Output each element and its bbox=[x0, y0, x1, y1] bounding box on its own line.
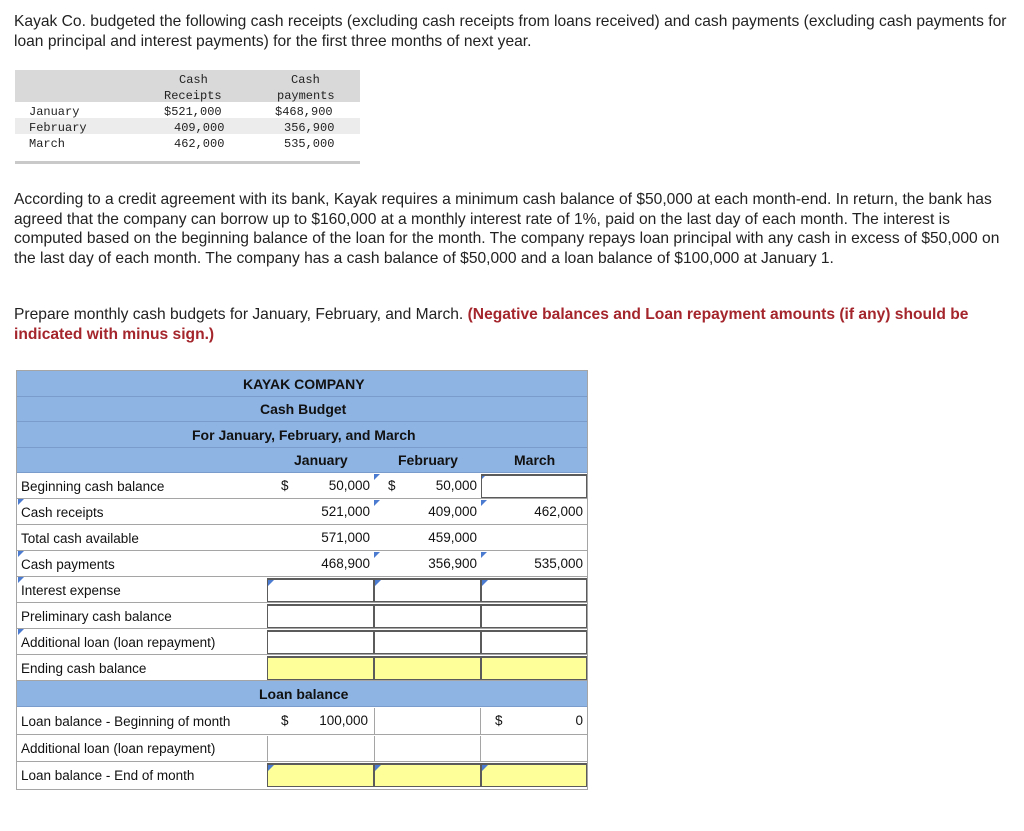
preliminary-february-input[interactable] bbox=[374, 604, 481, 628]
beginning-cash-january: 50,000 bbox=[328, 478, 370, 493]
ending-cash-february-input[interactable] bbox=[374, 656, 481, 680]
currency-symbol: $ bbox=[495, 713, 503, 728]
loan-beginning-january-cell bbox=[267, 708, 374, 734]
row-additional-loan bbox=[17, 629, 587, 655]
total-february-cell bbox=[374, 526, 481, 550]
row-label: Beginning cash balance bbox=[21, 479, 165, 494]
loan-beginning-march: 0 bbox=[575, 713, 583, 728]
budget-title: Cash Budget bbox=[260, 401, 347, 417]
payments-march-cell bbox=[481, 552, 587, 576]
loan-additional-march-cell bbox=[481, 736, 587, 761]
row-label: Preliminary cash balance bbox=[21, 609, 172, 624]
row-label: Additional loan (loan repayment) bbox=[21, 741, 216, 756]
payments-february: 356,900 bbox=[428, 556, 477, 571]
company-name-row bbox=[17, 371, 587, 397]
receipts-february: 409,000 bbox=[428, 504, 477, 519]
row-total-cash-available bbox=[17, 525, 587, 551]
total-january-cell bbox=[267, 526, 374, 550]
beginning-cash-february-cell bbox=[374, 474, 481, 498]
given-bottom-rule bbox=[15, 161, 360, 164]
receipts-march-cell bbox=[481, 500, 587, 524]
payments-january-cell bbox=[267, 552, 374, 576]
row-cash-receipts bbox=[17, 499, 587, 525]
interest-february-input[interactable] bbox=[374, 578, 481, 602]
given-receipts-january: $521,000 bbox=[164, 105, 222, 119]
loan-additional-january-cell bbox=[267, 736, 374, 761]
given-payments-january: $468,900 bbox=[275, 105, 333, 119]
additional-loan-march-input[interactable] bbox=[481, 630, 587, 654]
row-label: Interest expense bbox=[21, 583, 121, 598]
total-march-cell bbox=[481, 526, 587, 550]
budget-title-row bbox=[17, 397, 587, 422]
loan-additional-february-cell bbox=[374, 736, 481, 761]
loan-ending-march-input[interactable] bbox=[481, 763, 587, 787]
total-january: 571,000 bbox=[321, 530, 370, 545]
currency-symbol: $ bbox=[281, 713, 289, 728]
ending-cash-march-input[interactable] bbox=[481, 656, 587, 680]
row-loan-beginning bbox=[17, 707, 587, 735]
row-label: Additional loan (loan repayment) bbox=[21, 635, 216, 650]
instructions-emphasis: (Negative balances and Loan repayment amounts (if any) should be indicated with minus sign.) bbox=[14, 306, 969, 343]
payments-march: 535,000 bbox=[534, 556, 583, 571]
receipts-february-cell bbox=[374, 500, 481, 524]
instructions bbox=[14, 305, 1014, 344]
row-label: Cash payments bbox=[21, 557, 115, 572]
interest-january-input[interactable] bbox=[267, 578, 374, 602]
row-beginning-cash bbox=[17, 473, 587, 499]
given-month-march: March bbox=[29, 137, 66, 151]
loan-ending-february-input[interactable] bbox=[374, 763, 481, 787]
column-header-march: March bbox=[514, 452, 556, 468]
preliminary-march-input[interactable] bbox=[481, 604, 587, 628]
row-ending-cash bbox=[17, 655, 587, 681]
beginning-cash-january-cell bbox=[267, 474, 374, 498]
beginning-cash-february: 50,000 bbox=[435, 478, 477, 493]
payments-february-cell bbox=[374, 552, 481, 576]
row-preliminary-balance bbox=[17, 603, 587, 629]
loan-balance-header: Loan balance bbox=[259, 686, 349, 702]
given-header-payments-2: payments bbox=[277, 89, 335, 103]
row-label: Loan balance - Beginning of month bbox=[21, 714, 231, 729]
row-label: Cash receipts bbox=[21, 505, 104, 520]
given-receipts-february: 409,000 bbox=[174, 121, 225, 135]
row-cash-payments bbox=[17, 551, 587, 577]
currency-symbol: $ bbox=[388, 478, 396, 493]
loan-balance-header-row bbox=[17, 681, 587, 707]
problem-intro: Kayak Co. budgeted the following cash receipts (excluding cash receipts from loans received) and cash payments (excluding cash payments for loan principal and interest payments) for the first three months of next year. bbox=[14, 13, 1007, 50]
loan-beginning-january: 100,000 bbox=[319, 713, 368, 728]
loan-beginning-february-cell bbox=[374, 708, 481, 734]
column-header-row bbox=[17, 448, 587, 473]
company-name: KAYAK COMPANY bbox=[243, 376, 365, 392]
payments-january: 468,900 bbox=[321, 556, 370, 571]
given-header-receipts-2: Receipts bbox=[164, 89, 222, 103]
row-interest-expense bbox=[17, 577, 587, 603]
row-label: Loan balance - End of month bbox=[21, 768, 195, 783]
additional-loan-february-input[interactable] bbox=[374, 630, 481, 654]
row-label: Total cash available bbox=[21, 531, 139, 546]
receipts-march: 462,000 bbox=[534, 504, 583, 519]
beginning-cash-march-input[interactable] bbox=[481, 474, 587, 498]
interest-march-input[interactable] bbox=[481, 578, 587, 602]
credit-agreement-paragraph: According to a credit agreement with its bank, Kayak requires a minimum cash balance of $50,000 at each month-end. In return, the bank has agreed that the company can borrow up to $160,000 at a monthly interest rate of 1%, paid on the last day of each month. The interest is computed based on the beginning balance of the loan for the month. The company repays loan principal with any cash in excess of $50,000 on the last day of each month. The company has a cash balance of $50,000 and a loan balance of $100,000 at January 1. bbox=[14, 191, 1000, 267]
total-february: 459,000 bbox=[428, 530, 477, 545]
given-header-payments-1: Cash bbox=[291, 73, 320, 87]
row-loan-ending bbox=[17, 762, 587, 789]
row-loan-additional bbox=[17, 735, 587, 762]
budget-period: For January, February, and March bbox=[192, 427, 416, 443]
given-header-receipts-1: Cash bbox=[179, 73, 208, 87]
loan-beginning-march-cell bbox=[481, 708, 587, 734]
currency-symbol: $ bbox=[281, 478, 289, 493]
cash-budget-table bbox=[16, 370, 588, 790]
ending-cash-january-input[interactable] bbox=[267, 656, 374, 680]
given-month-january: January bbox=[29, 105, 80, 119]
given-payments-march: 535,000 bbox=[284, 137, 335, 151]
given-payments-february: 356,900 bbox=[284, 121, 335, 135]
receipts-january-cell bbox=[267, 500, 374, 524]
row-label: Ending cash balance bbox=[21, 661, 147, 676]
receipts-january: 521,000 bbox=[321, 504, 370, 519]
additional-loan-january-input[interactable] bbox=[267, 630, 374, 654]
instructions-text: Prepare monthly cash budgets for January, February, and March. bbox=[14, 306, 464, 323]
preliminary-january-input[interactable] bbox=[267, 604, 374, 628]
given-month-february: February bbox=[29, 121, 87, 135]
column-header-february: February bbox=[398, 452, 458, 468]
given-data-table bbox=[15, 70, 360, 165]
loan-ending-january-input[interactable] bbox=[267, 763, 374, 787]
given-receipts-march: 462,000 bbox=[174, 137, 225, 151]
budget-period-row bbox=[17, 422, 587, 448]
column-header-january: January bbox=[294, 452, 348, 468]
